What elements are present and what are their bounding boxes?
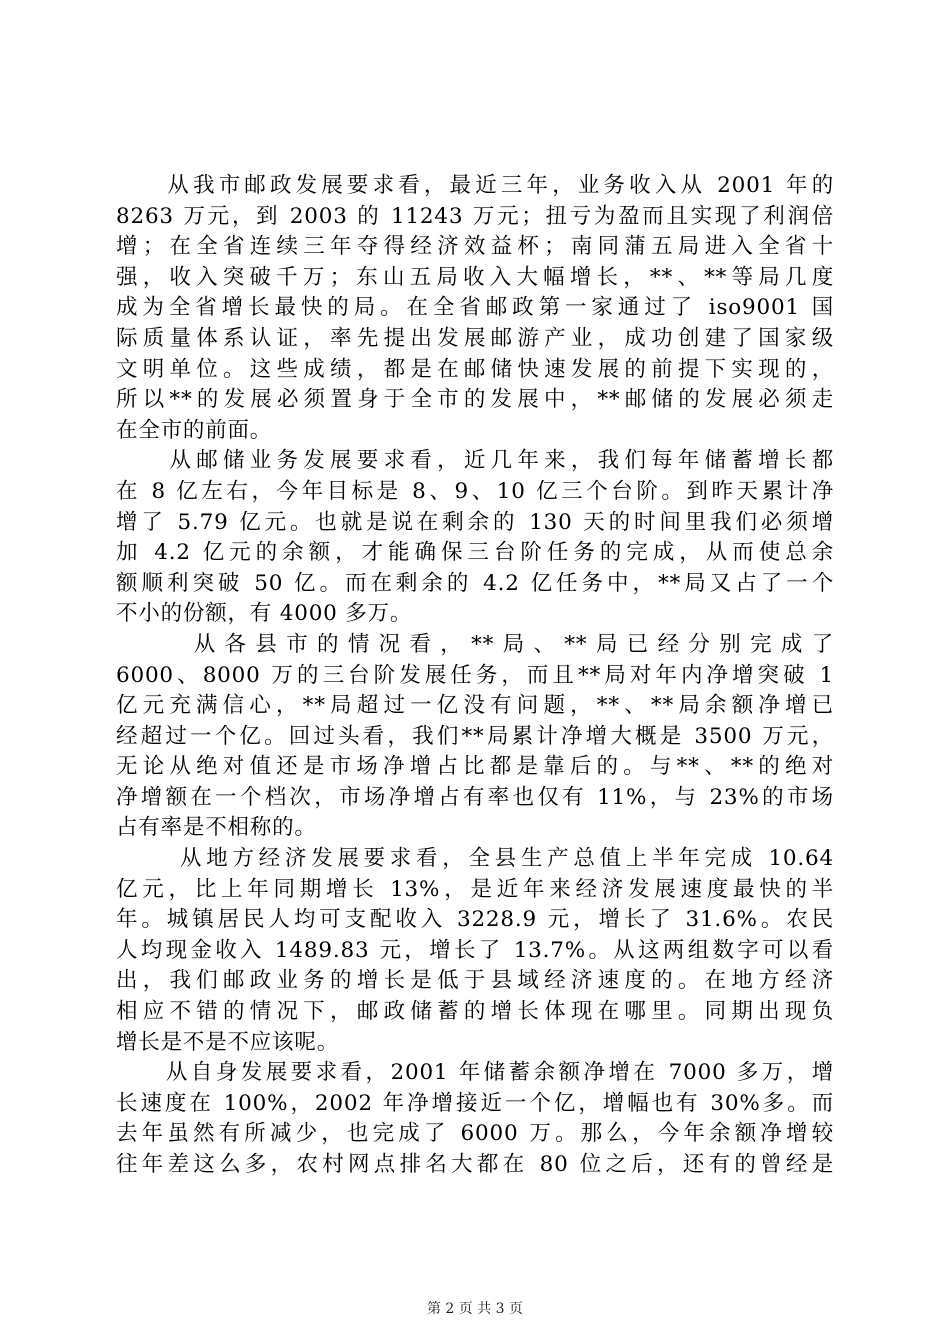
text-line: 从自身发展要求看，2001 年储蓄余额净增在 7000 多万，增 <box>116 1060 834 1086</box>
paragraph-3 <box>116 630 834 844</box>
document-body <box>116 171 834 1181</box>
text-line: 所以**的发展必须置身于全市的发展中，**邮储的发展必须走 <box>116 387 834 413</box>
text-line: 长速度在 100%，2002 年净增接近一个亿，增幅也有 30%多。而 <box>116 1090 834 1116</box>
paragraph-4 <box>116 844 834 1058</box>
text-line: 相应不错的情况下，邮政储蓄的增长体现在哪里。同期出现负 <box>116 999 834 1025</box>
text-line: 成为全省增长最快的局。在全省邮政第一家通过了 iso9001 国 <box>116 295 834 321</box>
text-line: 文明单位。这些成绩，都是在邮储快速发展的前提下实现的， <box>116 356 834 382</box>
text-line: 6000、8000 万的三台阶发展任务，而且**局对年内净增突破 1 <box>116 662 834 688</box>
text-line: 从各县市的情况看，**局、**局已经分别完成了 <box>116 631 834 657</box>
text-line: 去年虽然有所减少，也完成了 6000 万。那么，今年余额净增较 <box>116 1121 834 1147</box>
text-line: 增；在全省连续三年夺得经济效益杯；南同蒲五局进入全省十 <box>116 234 834 260</box>
text-line: 从邮储业务发展要求看，近几年来，我们每年储蓄增长都 <box>116 448 834 474</box>
text-line: 额顺利突破 50 亿。而在剩余的 4.2 亿任务中，**局又占了一个 <box>116 570 834 596</box>
text-line: 往年差这么多，农村网点排名大都在 80 位之后，还有的曾经是 <box>116 1152 834 1177</box>
text-line: 强，收入突破千万；东山五局收入大幅增长，**、**等局几度 <box>116 264 834 290</box>
text-line: 在全市的前面。 <box>116 417 273 443</box>
text-line: 占有率是不相称的。 <box>116 815 317 841</box>
page-footer: 第 2 页 共 3 页 <box>426 1301 524 1317</box>
text-line: 出，我们邮政业务的增长是低于县域经济速度的。在地方经济 <box>116 968 834 994</box>
paragraph-5 <box>116 1058 834 1180</box>
text-line: 从地方经济发展要求看，全县生产总值上半年完成 10.64 <box>116 846 834 872</box>
text-line: 净增额在一个档次，市场净增占有率也仅有 11%，与 23%的市场 <box>116 784 834 810</box>
text-line: 年。城镇居民人均可支配收入 3228.9 元，增长了 31.6%。农民 <box>116 907 834 933</box>
text-line: 在 8 亿左右，今年目标是 8、9、10 亿三个台阶。到昨天累计净 <box>116 478 834 504</box>
text-line: 亿元，比上年同期增长 13%，是近年来经济发展速度最快的半 <box>116 876 834 902</box>
text-line: 从我市邮政发展要求看，最近三年，业务收入从 2001 年的 <box>116 173 834 198</box>
text-line: 加 4.2 亿元的余额，才能确保三台阶任务的完成，从而使总余 <box>116 540 834 566</box>
text-line: 人均现金收入 1489.83 元，增长了 13.7%。从这两组数字可以看 <box>116 937 834 963</box>
text-line: 8263 万元，到 2003 的 11243 万元；扭亏为盈而且实现了利润倍 <box>116 203 834 229</box>
text-line: 不小的份额，有 4000 多万。 <box>116 601 413 627</box>
paragraph-1 <box>116 171 834 446</box>
text-line: 无论从绝对值还是市场净增占比都是靠后的。与**、**的绝对 <box>116 754 834 780</box>
text-line: 亿元充满信心，**局超过一亿没有问题，**、**局余额净增已 <box>116 693 834 719</box>
text-line: 增了 5.79 亿元。也就是说在剩余的 130 天的时间里我们必须增 <box>116 509 834 535</box>
paragraph-2 <box>116 446 834 630</box>
text-line: 际质量体系认证，率先提出发展邮游产业，成功创建了国家级 <box>116 325 834 351</box>
text-line: 增长是不是不应该呢。 <box>116 1029 340 1055</box>
text-line: 经超过一个亿。回过头看，我们**局累计净增大概是 3500 万元， <box>116 723 834 749</box>
